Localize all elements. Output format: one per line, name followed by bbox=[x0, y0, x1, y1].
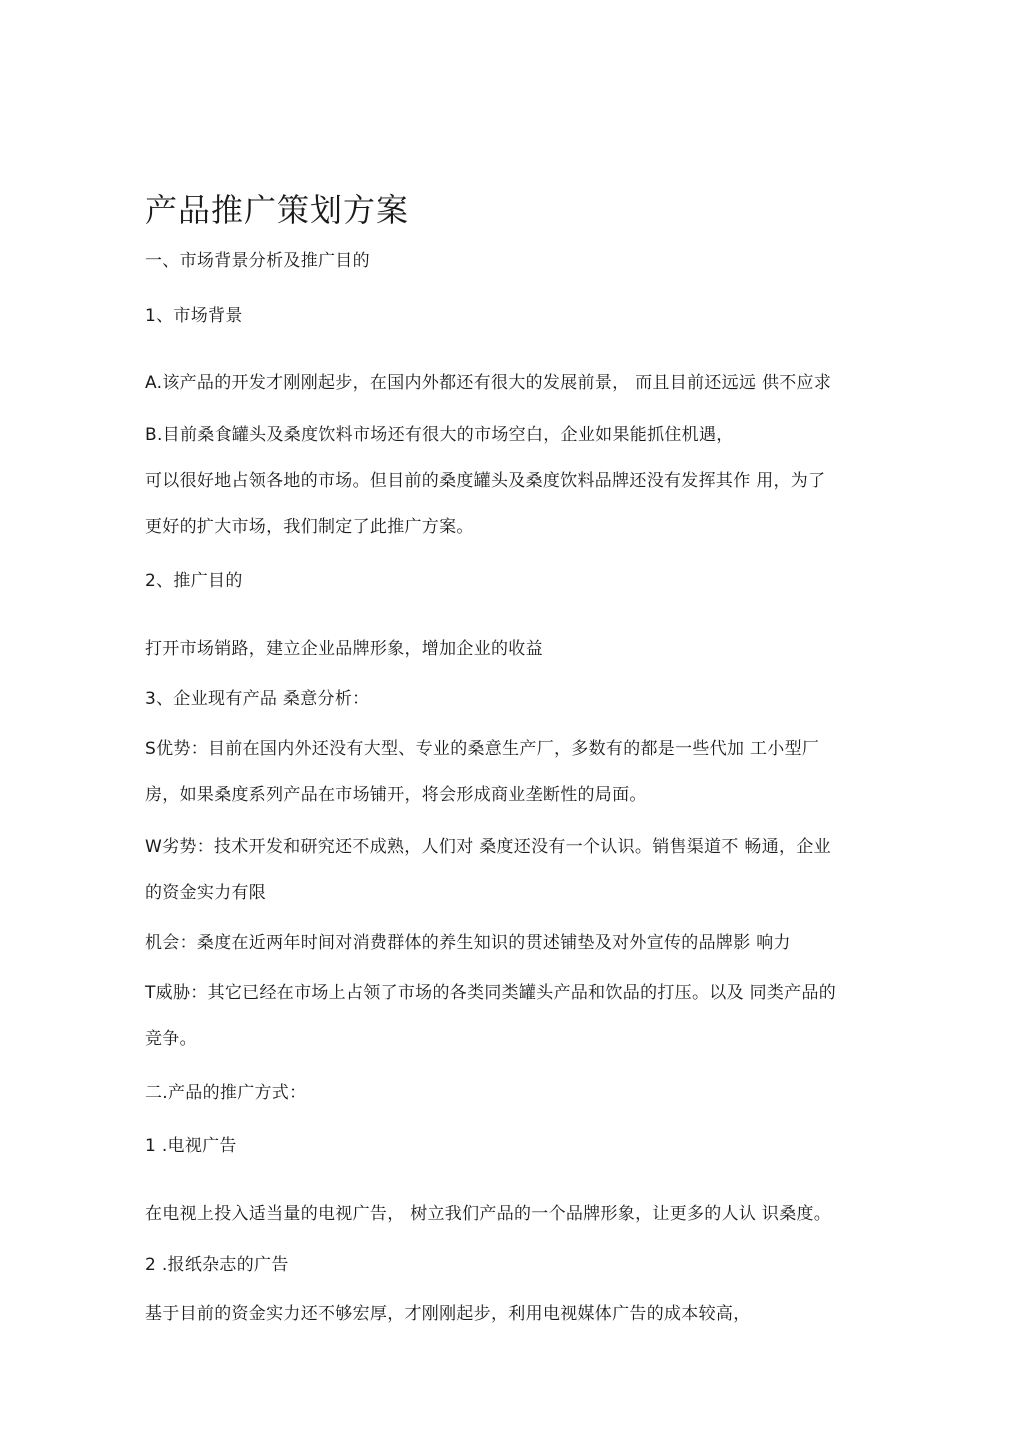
paragraph-line: T威胁：其它已经在市场上占领了市场的各类同类罐头产品和饮品的打压。以及 同类产品的 bbox=[145, 983, 837, 1003]
document-title: 产品推广策划方案 bbox=[145, 191, 410, 229]
paragraph-line: 在电视上投入适当量的电视广告， 树立我们产品的一个品牌形象，让更多的人认 识桑度。 bbox=[145, 1204, 832, 1224]
paragraph-line: 可以很好地占领各地的市场。但目前的桑度罐头及桑度饮料品牌还没有发挥其作 用，为了 bbox=[145, 471, 826, 491]
paragraph-line: 基于目前的资金实力还不够宏厚，才刚刚起步，利用电视媒体广告的成本较高， bbox=[145, 1304, 751, 1324]
section-heading-promotion-methods: 二.产品的推广方式： bbox=[145, 1083, 307, 1103]
paragraph-line: 更好的扩大市场，我们制定了此推广方案。 bbox=[145, 517, 474, 537]
subsection-heading-tv-ads: 1 .电视广告 bbox=[145, 1136, 237, 1156]
paragraph-line: A.该产品的开发才刚刚起步，在国内外都还有很大的发展前景， 而且目前还远远 供不应求 bbox=[145, 373, 832, 393]
paragraph-line: 的资金实力有限 bbox=[145, 883, 267, 903]
subsection-heading-print-ads: 2 .报纸杂志的广告 bbox=[145, 1255, 289, 1275]
subsection-heading-market-background: 1、市场背景 bbox=[145, 306, 243, 326]
paragraph-line: 房，如果桑度系列产品在市场铺开，将会形成商业垄断性的局面。 bbox=[145, 785, 647, 805]
section-heading-market-analysis: 一、市场背景分析及推广目的 bbox=[145, 251, 370, 271]
subsection-heading-swot: 3、企业现有产品 桑意分析： bbox=[145, 689, 370, 709]
paragraph-line: S优势：目前在国内外还没有大型、专业的桑意生产厂，多数有的都是一些代加 工小型厂 bbox=[145, 739, 820, 759]
paragraph-line: 竞争。 bbox=[145, 1029, 197, 1049]
paragraph-line: W劣势：技术开发和研究还不成熟，人们对 桑度还没有一个认识。销售渠道不 畅通，企业 bbox=[145, 837, 831, 857]
paragraph-line: 打开市场销路，建立企业品牌形象，增加企业的收益 bbox=[145, 639, 543, 659]
paragraph-line: 机会：桑度在近两年时间对消费群体的养生知识的贯述铺垫及对外宣传的品牌影 响力 bbox=[145, 933, 791, 953]
subsection-heading-promotion-goal: 2、推广目的 bbox=[145, 571, 243, 591]
paragraph-line: B.目前桑食罐头及桑度饮料市场还有很大的市场空白，企业如果能抓住机遇， bbox=[145, 425, 734, 445]
